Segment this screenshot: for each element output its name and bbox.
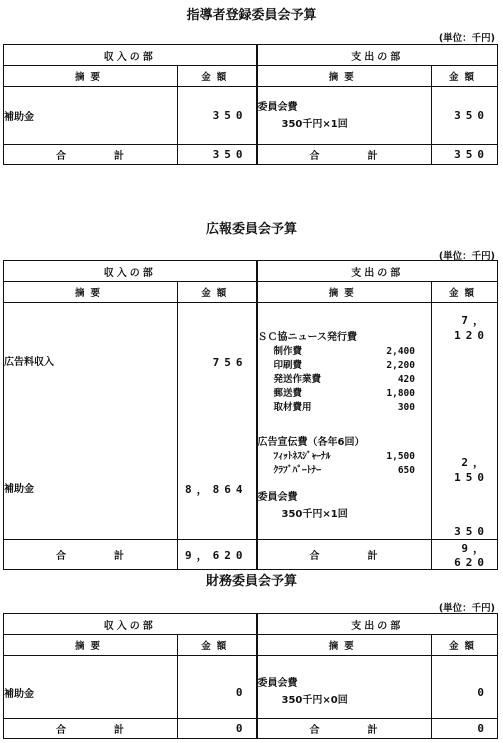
expense-breakdown [258, 345, 432, 415]
col-amount-header: 金額 [178, 66, 257, 87]
expense-item [257, 656, 432, 719]
col-desc-header: 摘要 [4, 282, 178, 303]
col-amount-header: 金額 [432, 66, 498, 87]
expense-header: 支出の部 [257, 614, 498, 635]
income-item-amount: 756 [212, 356, 248, 369]
income-header: 収入の部 [4, 45, 257, 66]
expense-item-detail: 350千円×1回 [281, 509, 348, 520]
col-amount-header: 金額 [178, 282, 257, 303]
col-desc-header: 摘要 [257, 66, 432, 87]
total-label: 合 計 [4, 540, 178, 570]
expense-item-detail: 350千円×0回 [281, 695, 348, 706]
income-item-label: 広告料収入 [4, 357, 54, 368]
breakdown-row: 発送作業費 420 [273, 374, 415, 385]
col-desc-header: 摘要 [4, 635, 178, 656]
total-label: 合 計 [257, 719, 432, 739]
breakdown-row: 取材費用 300 [273, 402, 415, 413]
income-items [4, 303, 178, 540]
expense-item-label: 委員会費 [257, 678, 298, 689]
total-label: 合 計 [4, 145, 178, 165]
expense-total: 0 [432, 719, 498, 739]
col-desc-header: 摘要 [257, 282, 432, 303]
expense-group-amount: 350 [454, 525, 489, 538]
unit-label: (単位：千円) [438, 603, 495, 614]
expense-item-amount: 0 [432, 656, 498, 719]
income-item-label: 補助金 [4, 484, 34, 495]
expense-group-label: ＳＣ協ニュース発行費 [257, 332, 357, 343]
expense-item-label: 委員会費 [257, 101, 298, 113]
expense-group-label: 委員会費 [257, 492, 298, 503]
expense-amounts [432, 303, 498, 540]
expense-group-amount: 7，120 [454, 314, 489, 342]
income-item-amount: 8，864 [185, 483, 248, 496]
budget-table [3, 613, 498, 739]
total-label: 合 計 [4, 719, 178, 739]
expense-header: 支出の部 [257, 261, 498, 282]
expense-items [257, 303, 432, 540]
expense-item-detail: 350千円×1回 [281, 118, 348, 130]
income-item-label: 補助金 [4, 87, 178, 145]
expense-item-amount: 350 [432, 87, 498, 145]
breakdown-row: 制作費 2,400 [273, 346, 415, 357]
col-amount-header: 金額 [178, 635, 257, 656]
income-item-label: 補助金 [4, 656, 178, 719]
expense-group-label: 広告宣伝費（各年6回） [257, 437, 365, 448]
expense-header: 支出の部 [257, 45, 498, 66]
section-title: 財務委員会予算 [205, 574, 297, 589]
unit-label: (単位：千円) [438, 33, 495, 44]
breakdown-row: ｸﾗﾌﾞﾊﾟｰﾄﾅｰ 650 [273, 465, 415, 476]
breakdown-row: 印刷費 2,200 [273, 360, 415, 371]
income-header: 収入の部 [4, 614, 257, 635]
income-item-amount: 350 [178, 87, 257, 145]
income-total: 350 [178, 145, 257, 165]
expense-total: 350 [432, 145, 498, 165]
expense-group-amount: 2，150 [454, 456, 489, 484]
expense-breakdown [258, 450, 432, 478]
income-item-amount: 0 [178, 656, 257, 719]
breakdown-row: 郵送費 1,800 [273, 388, 415, 399]
income-header: 収入の部 [4, 261, 257, 282]
unit-label: (単位：千円) [438, 251, 495, 262]
expense-total: 9，620 [432, 540, 498, 570]
total-label: 合 計 [257, 145, 432, 165]
income-total: 9，620 [178, 540, 257, 570]
expense-item [257, 87, 432, 145]
budget-table [3, 260, 498, 570]
section-title: 指導者登録委員会予算 [186, 8, 317, 23]
income-total: 0 [178, 719, 257, 739]
income-amounts [178, 303, 257, 540]
col-desc-header: 摘要 [257, 635, 432, 656]
col-amount-header: 金額 [432, 282, 498, 303]
col-amount-header: 金額 [432, 635, 498, 656]
breakdown-row: ﾌｨｯﾄﾈｽｼﾞｬｰﾅﾙ 1,500 [273, 451, 415, 462]
col-desc-header: 摘要 [4, 66, 178, 87]
section-title: 広報委員会予算 [205, 222, 297, 237]
total-label: 合 計 [257, 540, 432, 570]
budget-table [3, 44, 498, 165]
